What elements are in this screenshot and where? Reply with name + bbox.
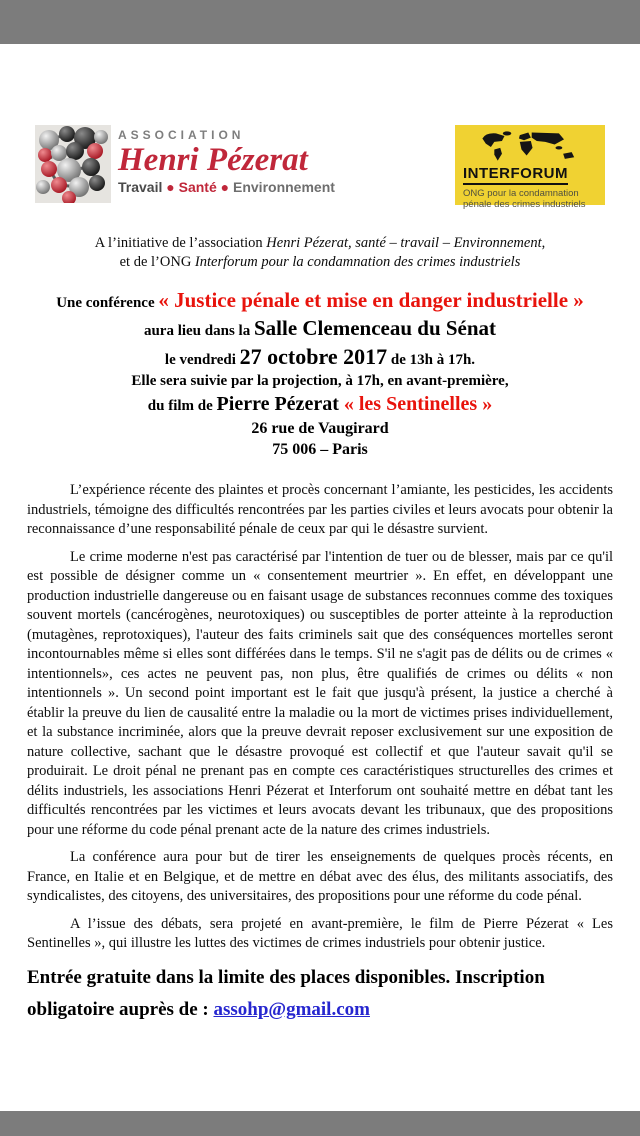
event-projection-line: Elle sera suivie par la projection, à 17h, en avant-première, xyxy=(131,373,509,389)
event-venue-line xyxy=(10,316,630,341)
event-title-line xyxy=(10,288,630,313)
event-film-title: « les Sentinelles » xyxy=(343,393,493,415)
intro-block xyxy=(0,234,640,272)
intro-line1-end: , xyxy=(541,235,546,251)
event-time: de 13h à 17h. xyxy=(387,352,476,368)
tagline-bullet-icon: ● xyxy=(166,179,175,195)
molecule-logo-image xyxy=(35,125,111,203)
registration-notice xyxy=(27,962,613,1026)
event-announcement xyxy=(0,288,640,460)
association-name: Henri Pézerat xyxy=(118,142,308,178)
tagline-word-environnement: Environnement xyxy=(233,179,335,195)
document-page xyxy=(0,44,640,1111)
intro-line2-italic: Interforum pour la condamnation des crimes industriels xyxy=(194,254,521,270)
event-film-prefix: du film de xyxy=(147,398,217,414)
event-venue: Salle Clemenceau du Sénat xyxy=(253,316,497,340)
logos-row xyxy=(35,125,605,210)
status-bar-bottom xyxy=(0,1111,640,1136)
event-address-city: 75 006 – Paris xyxy=(272,441,368,458)
intro-line1-italic: Henri Pézerat, santé – travail – Environnement xyxy=(266,235,542,251)
registration-email-link[interactable]: assohp@gmail.com xyxy=(213,998,370,1020)
event-title-prefix: Une conférence xyxy=(56,295,159,311)
tagline-word-travail: Travail xyxy=(118,179,163,195)
registration-notice-text: Entrée gratuite dans la limite des places disponibles. Inscription obligatoire auprès de : xyxy=(27,966,545,1020)
intro-line1-regular: A l’initiative de l’association xyxy=(94,235,267,251)
tagline-bullet-icon: ● xyxy=(220,179,230,195)
henri-pezerat-logo xyxy=(35,125,335,203)
event-venue-prefix: aura lieu dans la xyxy=(143,323,254,339)
event-date: 27 octobre 2017 xyxy=(239,344,388,369)
paragraph-3: La conférence aura pour but de tirer les enseignements de quelques procès récents, en France, en Italie et en Belgique, et de mettre en débat avec des élus, des militants associatifs, des syndicalistes, des citoyens, des universitaires, des propositions pour une réforme du code pénal. xyxy=(27,849,613,904)
intro-line2-regular: et de l’ONG xyxy=(119,254,195,270)
henri-pezerat-logo-text xyxy=(118,125,335,195)
event-date-prefix: le vendredi xyxy=(164,352,240,368)
event-film-line xyxy=(10,393,630,416)
paragraph-1: L’expérience récente des plaintes et procès concernant l’amiante, les pesticides, les accidents industriels, témoigne des difficultés rencontrées par les parties civiles et leurs avocats pour obtenir la reconnaissance d’une responsabilité pénale de ceux par qui le désastre survient. xyxy=(27,482,613,537)
world-map-icon xyxy=(474,130,586,164)
intro-line-2 xyxy=(0,253,640,272)
association-label: ASSOCIATION xyxy=(118,128,245,142)
event-film-author: Pierre Pézerat xyxy=(216,393,344,415)
intro-line-1 xyxy=(0,234,640,253)
body-text xyxy=(27,481,613,954)
event-address-street: 26 rue de Vaugirard xyxy=(251,420,389,437)
paragraph-2: Le crime moderne n'est pas caractérisé par l'intention de tuer ou de blesser, mais par ce qu'il est possible de désigner comme un « consentement meurtrier ». En effet, en développant une production industrielle dangereuse ou en faisant usage de substances reconnues comme des toxiques souvent mortels (cancérogènes, neurotoxiques) ou susceptibles de porter atteinte à la reproduction (mutagènes, reprotoxiques), l'auteur des faits criminels sait que des conséquences mortelles seront incontournables même si elles sont différées dans le temps. S'il ne s'agit pas de délits ou de crimes « intentionnels», ces actes ne peuvent pas, non plus, être qualifiés de crimes ou délits « non intentionnels ». Un second point important est le fait que jusqu'à présent, la justice a cherché à établir la preuve du lien de causalité entre la maladie ou la mort de victimes prises individuellement, et la substance incriminée, alors que la preuve devrait reposer exclusivement sur une exposition de nature collective, sachant que le désastre provoqué est collectif et que l'auteur savait qu'il se produirait. Le droit pénal ne prenant pas en compte ces caractéristiques structurelles des crimes et délits industriels, les associations Henri Pézerat et Interforum ont souhaité mettre en débat tant les difficultés rencontrées par les victimes et leurs avocats devant les tribunaux, que des propositions pour une réforme du code pénal prenant acte de la nature des crimes industriels. xyxy=(27,548,613,838)
interforum-logo xyxy=(455,125,605,210)
event-date-line xyxy=(10,344,630,370)
association-tagline xyxy=(118,179,335,195)
status-bar-top xyxy=(0,0,640,44)
interforum-name: INTERFORUM xyxy=(463,166,568,185)
event-title: « Justice pénale et mise en danger industrielle » xyxy=(158,288,584,312)
tagline-word-sante: Santé xyxy=(178,179,217,195)
paragraph-4: A l’issue des débats, sera projeté en avant-première, le film de Pierre Pézerat « Les Sentinelles », qui illustre les luttes des victimes de crimes industriels pour obtenir justice. xyxy=(27,915,613,951)
interforum-subtitle: ONG pour la condamnation pénale des crimes industriels xyxy=(463,188,586,210)
